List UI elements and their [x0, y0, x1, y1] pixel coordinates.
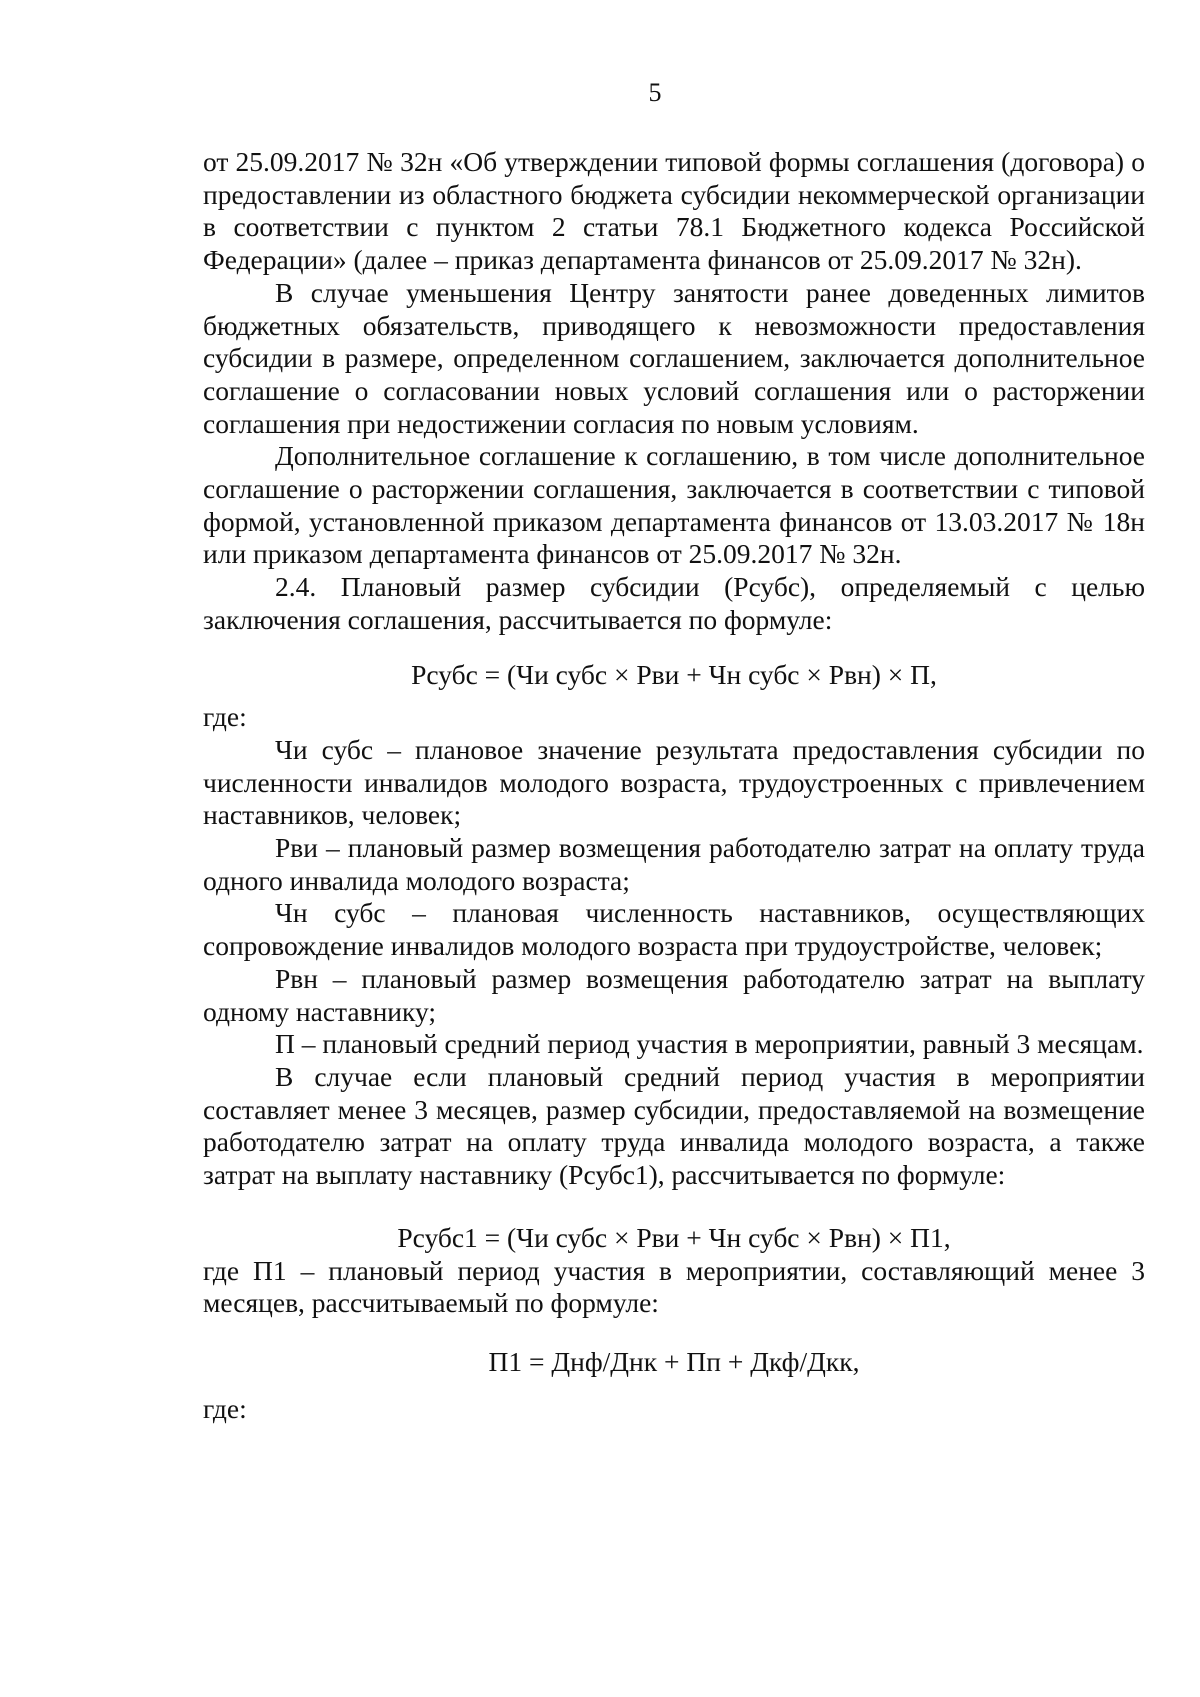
paragraph-limit-reduction: В случае уменьшения Центру занятости ранее доведенных лимитов бюджетных обязательств, приводящего к невозможности предоставления субсидии в размере, определенном соглашением, заключается дополнительное соглашение о согласовании новых условий соглашения или о расторжении соглашения при недостижении согласия по новым условиям. [203, 276, 1145, 439]
where-label-2: где: [203, 1392, 247, 1424]
document-body [203, 146, 1145, 1425]
paragraph-p1-definition: где П1 – плановый период участия в мероприятии, составляющий менее 3 месяцев, рассчитываемый по формуле: [203, 1254, 1145, 1319]
formula-p1: П1 = Днф/Днк + Пп + Дкф/Дкк, [488, 1345, 860, 1377]
paragraph-additional-agreement: Дополнительное соглашение к соглашению, в том числе дополнительное соглашение о расторжении соглашения, заключается в соответствии с типовой формой, установленной приказом департамента финансов от 13.03.2017 № 18н или приказом департамента финансов от 25.09.2017 № 32н. [203, 440, 1145, 570]
paragraph-short-period: В случае если плановый средний период участия в мероприятии составляет менее 3 месяцев, размер субсидии, предоставляемой на возмещение работодателю затрат на оплату труда инвалида молодого возраста, а также затрат на выплату наставнику (Рсубс1), рассчитывается по формуле: [203, 1060, 1145, 1191]
definition-p: П – плановый средний период участия в мероприятии, равный 3 месяцам. [275, 1028, 1144, 1060]
paragraph-order-reference: от 25.09.2017 № 32н «Об утверждении типовой формы соглашения (договора) о предоставлении из областного бюджета субсидии некоммерческой организации в соответствии с пунктом 2 статьи 78.1 Бюджетного кодекса Российской Федерации» (далее – приказ департамента финансов от 25.09.2017 № 32н). [203, 146, 1145, 276]
where-label: где: [203, 701, 247, 733]
formula-rsubs1: Рсубс1 = (Чи субс × Рви + Чн субс × Рвн) × П1, [397, 1221, 951, 1253]
definition-chn-subs: Чн субс – плановая численность наставников, осуществляющих сопровождение инвалидов молодого возраста при трудоустройстве, человек; [203, 897, 1145, 962]
definition-rvn: Рвн – плановый размер возмещения работодателю затрат на выплату одному наставнику; [203, 962, 1145, 1027]
formula-rsubs: Рсубс = (Чи субс × Рви + Чн субс × Рвн) × П, [411, 658, 937, 690]
paragraph-planned-subsidy: 2.4. Плановый размер субсидии (Рсубс), определяемый с целью заключения соглашения, рассчитывается по формуле: [203, 571, 1145, 635]
page-number: 5 [648, 78, 662, 107]
definition-rvi: Рви – плановый размер возмещения работодателю затрат на оплату труда одного инвалида молодого возраста; [203, 832, 1145, 896]
definition-chi-subs: Чи субс – плановое значение результата предоставления субсидии по численности инвалидов молодого возраста, трудоустроенных с привлечением наставников, человек; [203, 733, 1145, 831]
